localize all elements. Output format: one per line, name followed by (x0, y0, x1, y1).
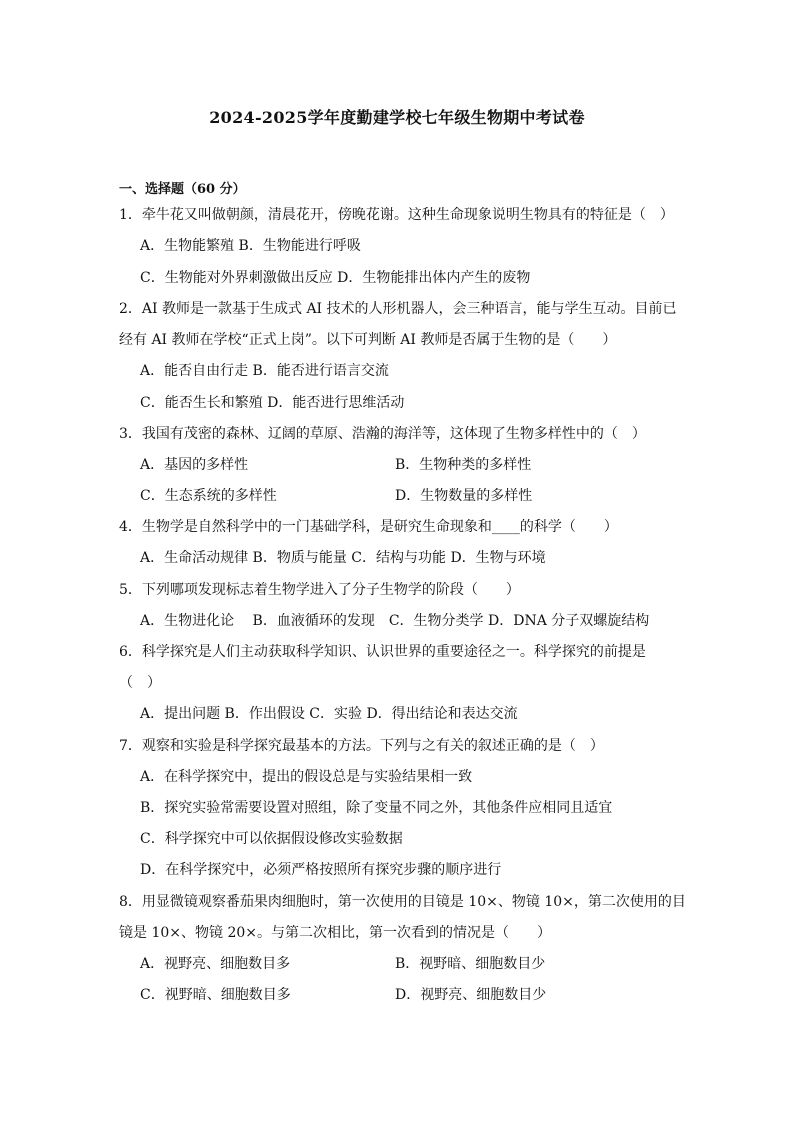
question-3-stem: 3．我国有茂密的森林、辽阔的草原、浩瀚的海洋等，这体现了生物多样性中的（ ） (119, 426, 646, 442)
question-8-stem-line-2: 镜是 10×、物镜 20×。与第二次相比，第一次看到的情况是（ ） (119, 925, 551, 941)
question-4-stem: 4．生物学是自然科学中的一门基础学科，是研究生命现象和____的科学（ ） (119, 519, 618, 535)
section-heading: 一、选择题（60 分） (119, 182, 246, 197)
question-2-options-line-1: A．能否自由行走 B．能否进行语言交流 (140, 363, 389, 379)
question-1-stem: 1．牵牛花又叫做朝颜，清晨花开，傍晚花谢。这种生命现象说明生物具有的特征是（ ） (119, 207, 674, 223)
question-3-option-b: B．生物种类的多样性 (395, 457, 532, 473)
question-1-options-line-2: C．生物能对外界刺激做出反应 D．生物能排出体内产生的废物 (140, 270, 531, 286)
question-7-option-c: C．科学探究中可以依据假设修改实验数据 (140, 831, 403, 847)
question-8-option-c: C．视野暗、细胞数目多 (140, 987, 291, 1003)
question-6-options: A．提出问题 B．作出假设 C．实验 D．得出结论和表达交流 (140, 706, 518, 722)
question-7-option-a: A．在科学探究中，提出的假设总是与实验结果相一致 (140, 769, 473, 785)
question-3-option-c: C．生态系统的多样性 (140, 488, 277, 504)
question-3-option-d: D．生物数量的多样性 (395, 488, 533, 504)
page-title: 2024-2025学年度勤建学校七年级生物期中考试卷 (209, 108, 585, 127)
question-8-option-a: A．视野亮、细胞数目多 (140, 956, 291, 972)
question-2-stem-line-2: 经有 AI 教师在学校“正式上岗”。以下可判断 AI 教师是否属于生物的是（ ） (119, 332, 617, 348)
question-5-stem: 5．下列哪项发现标志着生物学进入了分子生物学的阶段（ ） (119, 582, 520, 598)
question-7-option-d: D．在科学探究中，必须严格按照所有探究步骤的顺序进行 (140, 862, 502, 878)
question-1-options-line-1: A．生物能繁殖 B．生物能进行呼吸 (140, 238, 361, 254)
question-7-stem: 7．观察和实验是科学探究最基本的方法。下列与之有关的叙述正确的是（ ） (119, 738, 604, 754)
question-5-options: A．生物进化论 B．血液循环的发现 C．生物分类学 D．DNA 分子双螺旋结构 (140, 613, 650, 629)
question-4-options: A．生命活动规律 B．物质与能量 C．结构与功能 D．生物与环境 (140, 550, 546, 566)
question-2-stem-line-1: 2．AI 教师是一款基于生成式 AI 技术的人形机器人，会三种语言，能与学生互动。目前已 (119, 301, 677, 317)
question-8-option-d: D．视野亮、细胞数目少 (395, 987, 547, 1003)
question-3-option-a: A．基因的多样性 (140, 457, 249, 473)
question-6-stem-line-2: （ ） (119, 675, 161, 691)
question-2-options-line-2: C．能否生长和繁殖 D．能否进行思维活动 (140, 395, 405, 411)
question-6-stem-line-1: 6．科学探究是人们主动获取科学知识、认识世界的重要途径之一。科学探究的前提是 (119, 644, 646, 660)
question-7-option-b: B．探究实验常需要设置对照组，除了变量不同之外，其他条件应相同且适宜 (140, 800, 613, 816)
question-8-option-b: B．视野暗、细胞数目少 (395, 956, 546, 972)
question-8-stem-line-1: 8．用显微镜观察番茄果肉细胞时，第一次使用的目镜是 10×、物镜 10×，第二次使用的目 (119, 894, 686, 910)
